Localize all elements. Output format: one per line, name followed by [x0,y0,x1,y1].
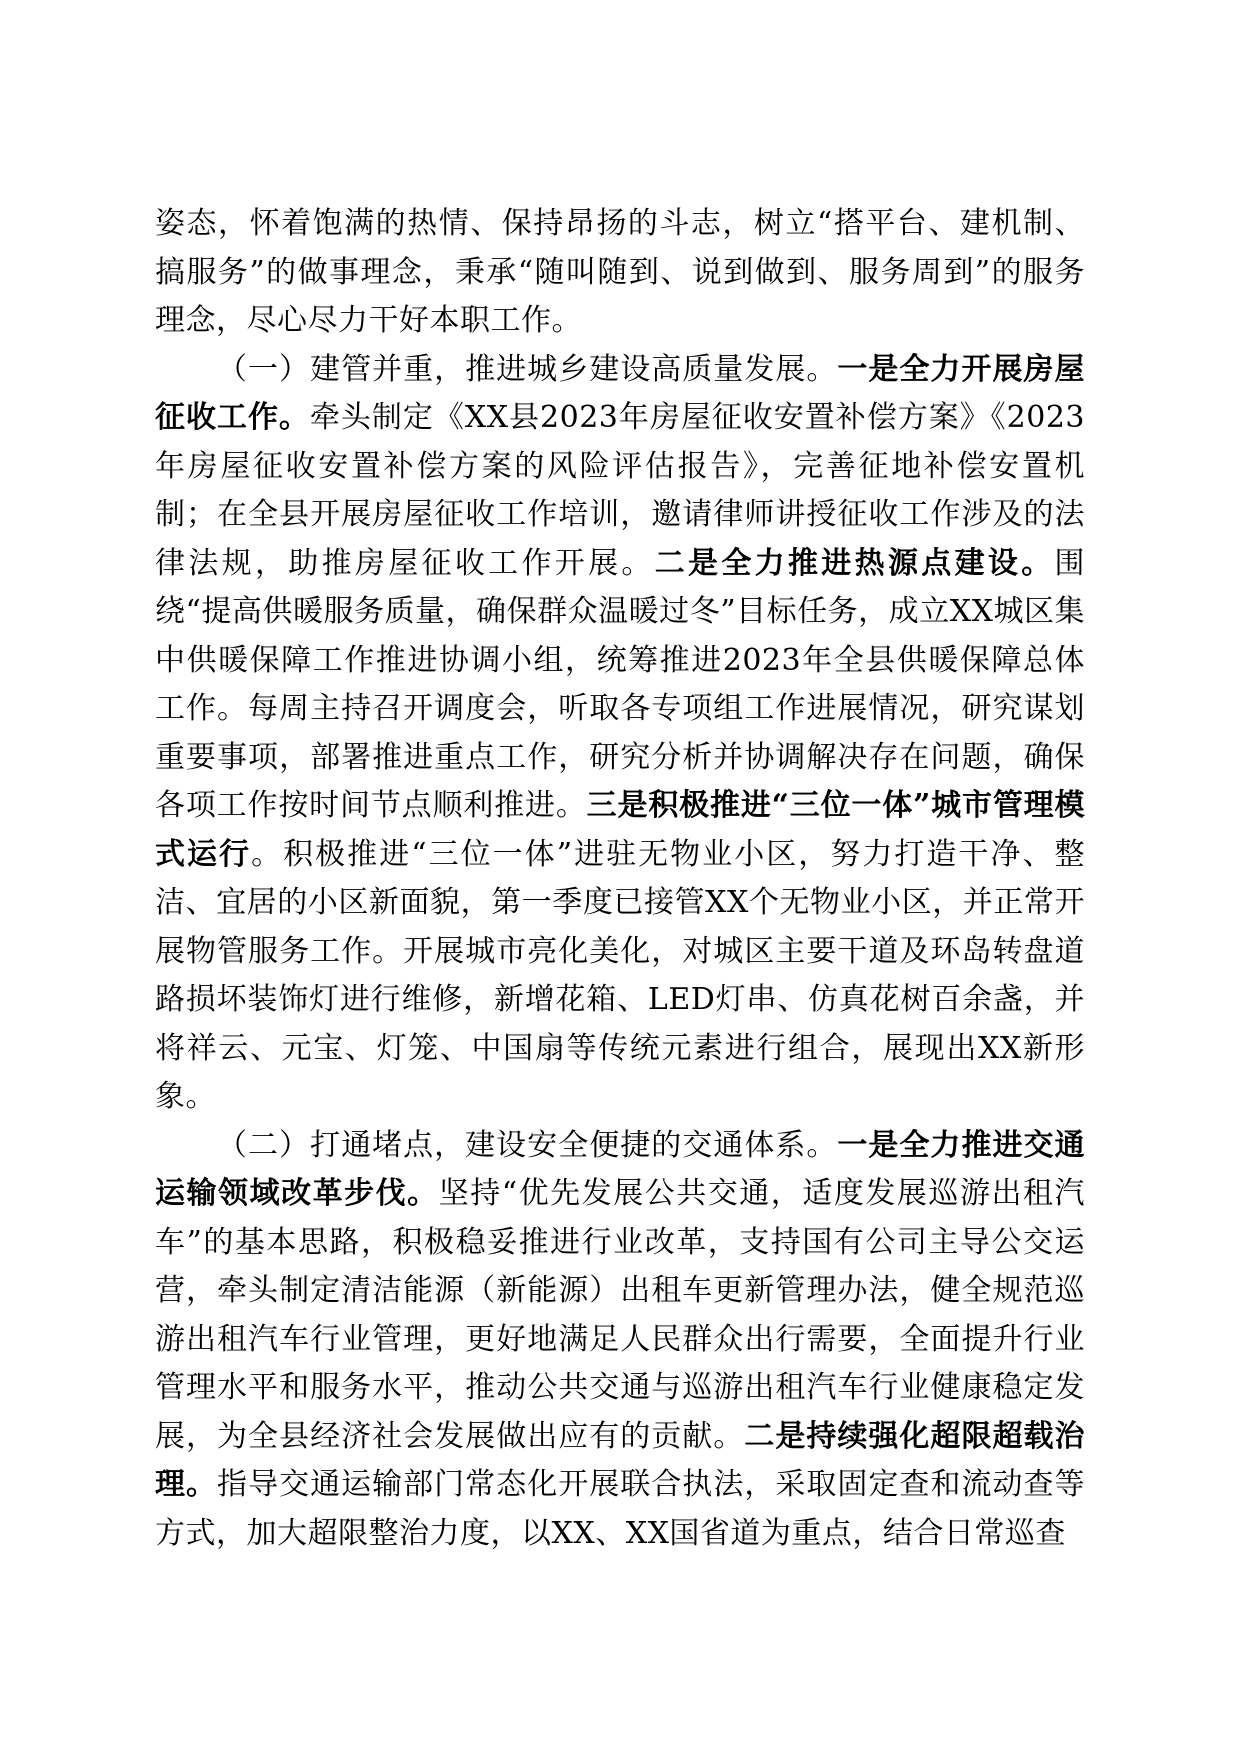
text-run: 姿态，怀着饱满的热情、保持昂扬的斗志，树立“搭平台、建机制、搞服务”的做事理念，秉承“随叫随到、说到做到、服务周到”的服务理念，尽心尽力干好本职工作。 [155,206,1085,338]
paragraph-intro [155,200,1085,346]
document-body [155,200,1085,1558]
bold-subheading: 二是全力推进热源点建设。 [654,545,1055,581]
bold-subheading: 一是全力开展房屋征收工作。 [155,351,1086,435]
paragraph-section-1 [155,346,1085,1122]
text-run: 围绕“提高供暖服务质量，确保群众温暖过冬”目标任务，成立XX城区集中供暖保障工作推进协调小组，统筹推进2023年全县供暖保障总体工作。每周主持召开调度会，听取各专项组工作进展情况，研究谋划重要事项，部署推进重点工作，研究分析并协调解决存在问题，确保各项工作按时间节点顺利推进。 [155,545,1086,823]
text-run: 坚持“优先发展公共交通，适度发展巡游出租汽车”的基本思路，积极稳妥推进行业改革，支持国有公司主导公交运营，牵头制定清洁能源（新能源）出租车更新管理办法，健全规范巡游出租汽车行业管理，更好地满足人民群众出行需要，全面提升行业管理水平和服务水平，推动公共交通与巡游出租汽车行业健康稳定发展，为全县经济社会发展做出应有的贡献。 [155,1176,1086,1454]
bold-subheading: 三是积极推进“三位一体”城市管理模式运行 [155,788,1086,872]
section-heading: （一）建管并重，推进城乡建设高质量发展。 [217,351,838,387]
section-heading: （二）打通堵点，建设安全便捷的交通体系。 [217,1127,838,1163]
paragraph-section-2 [155,1122,1085,1559]
text-run: 指导交通运输部门常态化开展联合执法，采取固定查和流动查等方式，加大超限整治力度，以XX、XX国省道为重点，结合日常巡查 [155,1467,1086,1551]
bold-subheading: 二是持续强化超限超载治理。 [155,1418,1086,1502]
text-run: 。积极推进“三位一体”进驻无物业小区，努力打造干净、整洁、宜居的小区新面貌，第一季度已接管XX个无物业小区，并正常开展物管服务工作。开展城市亮化美化，对城区主要干道及环岛转盘道路损坏装饰灯进行维修，新增花箱、LED灯串、仿真花树百余盏，并将祥云、元宝、灯笼、中国扇等传统元素进行组合，展现出XX新形象。 [155,836,1085,1114]
text-run: 牵头制定《XX县2023年房屋征收安置补偿方案》《2023年房屋征收安置补偿方案的风险评估报告》，完善征地补偿安置机制；在全县开展房屋征收工作培训，邀请律师讲授征收工作涉及的法律法规，助推房屋征收工作开展。 [155,400,1085,581]
bold-subheading: 一是全力推进交通运输领域改革步伐。 [155,1127,1086,1211]
